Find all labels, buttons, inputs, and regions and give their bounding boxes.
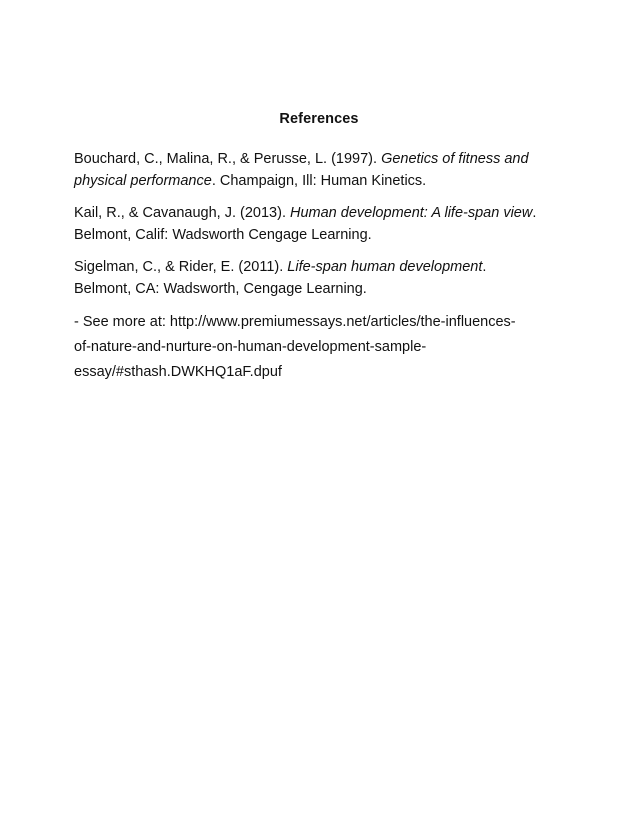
source-line: of-nature-and-nurture-on-human-development-sample- xyxy=(74,339,427,355)
reference-entry-kail xyxy=(74,202,574,246)
source-line: essay/#sthash.DWKHQ1aF.dpuf xyxy=(74,364,282,380)
reference-publisher: Belmont, CA: Wadsworth, Cengage Learning. xyxy=(74,281,367,297)
reference-publisher: . Champaign, Ill: Human Kinetics. xyxy=(211,173,427,189)
reference-entry-bouchard xyxy=(74,148,574,192)
reference-line xyxy=(74,170,574,192)
reference-title: Life-span human development xyxy=(287,259,483,275)
source-note xyxy=(74,310,574,385)
reference-line xyxy=(74,256,574,278)
source-line: - See more at: http://www.premiumessays.net/articles/the-influences- xyxy=(74,314,516,330)
reference-authors: Sigelman, C., & Rider, E. (2011). xyxy=(74,259,288,275)
reference-title: Human development: A life-span view xyxy=(290,205,533,221)
reference-title: physical performance xyxy=(74,173,212,189)
reference-punctuation: . xyxy=(482,259,487,275)
reference-punctuation: . xyxy=(532,205,537,221)
references-heading: References xyxy=(279,111,359,127)
reference-publisher: Belmont, Calif: Wadsworth Cengage Learning. xyxy=(74,227,372,243)
reference-line xyxy=(74,202,574,224)
reference-list xyxy=(74,148,574,385)
reference-authors: Bouchard, C., Malina, R., & Perusse, L. (1997). xyxy=(74,151,382,167)
reference-line xyxy=(74,148,574,170)
reference-authors: Kail, R., & Cavanaugh, J. (2013). xyxy=(74,205,290,221)
reference-entry-sigelman xyxy=(74,256,574,300)
reference-title: Genetics of fitness and xyxy=(381,151,529,167)
